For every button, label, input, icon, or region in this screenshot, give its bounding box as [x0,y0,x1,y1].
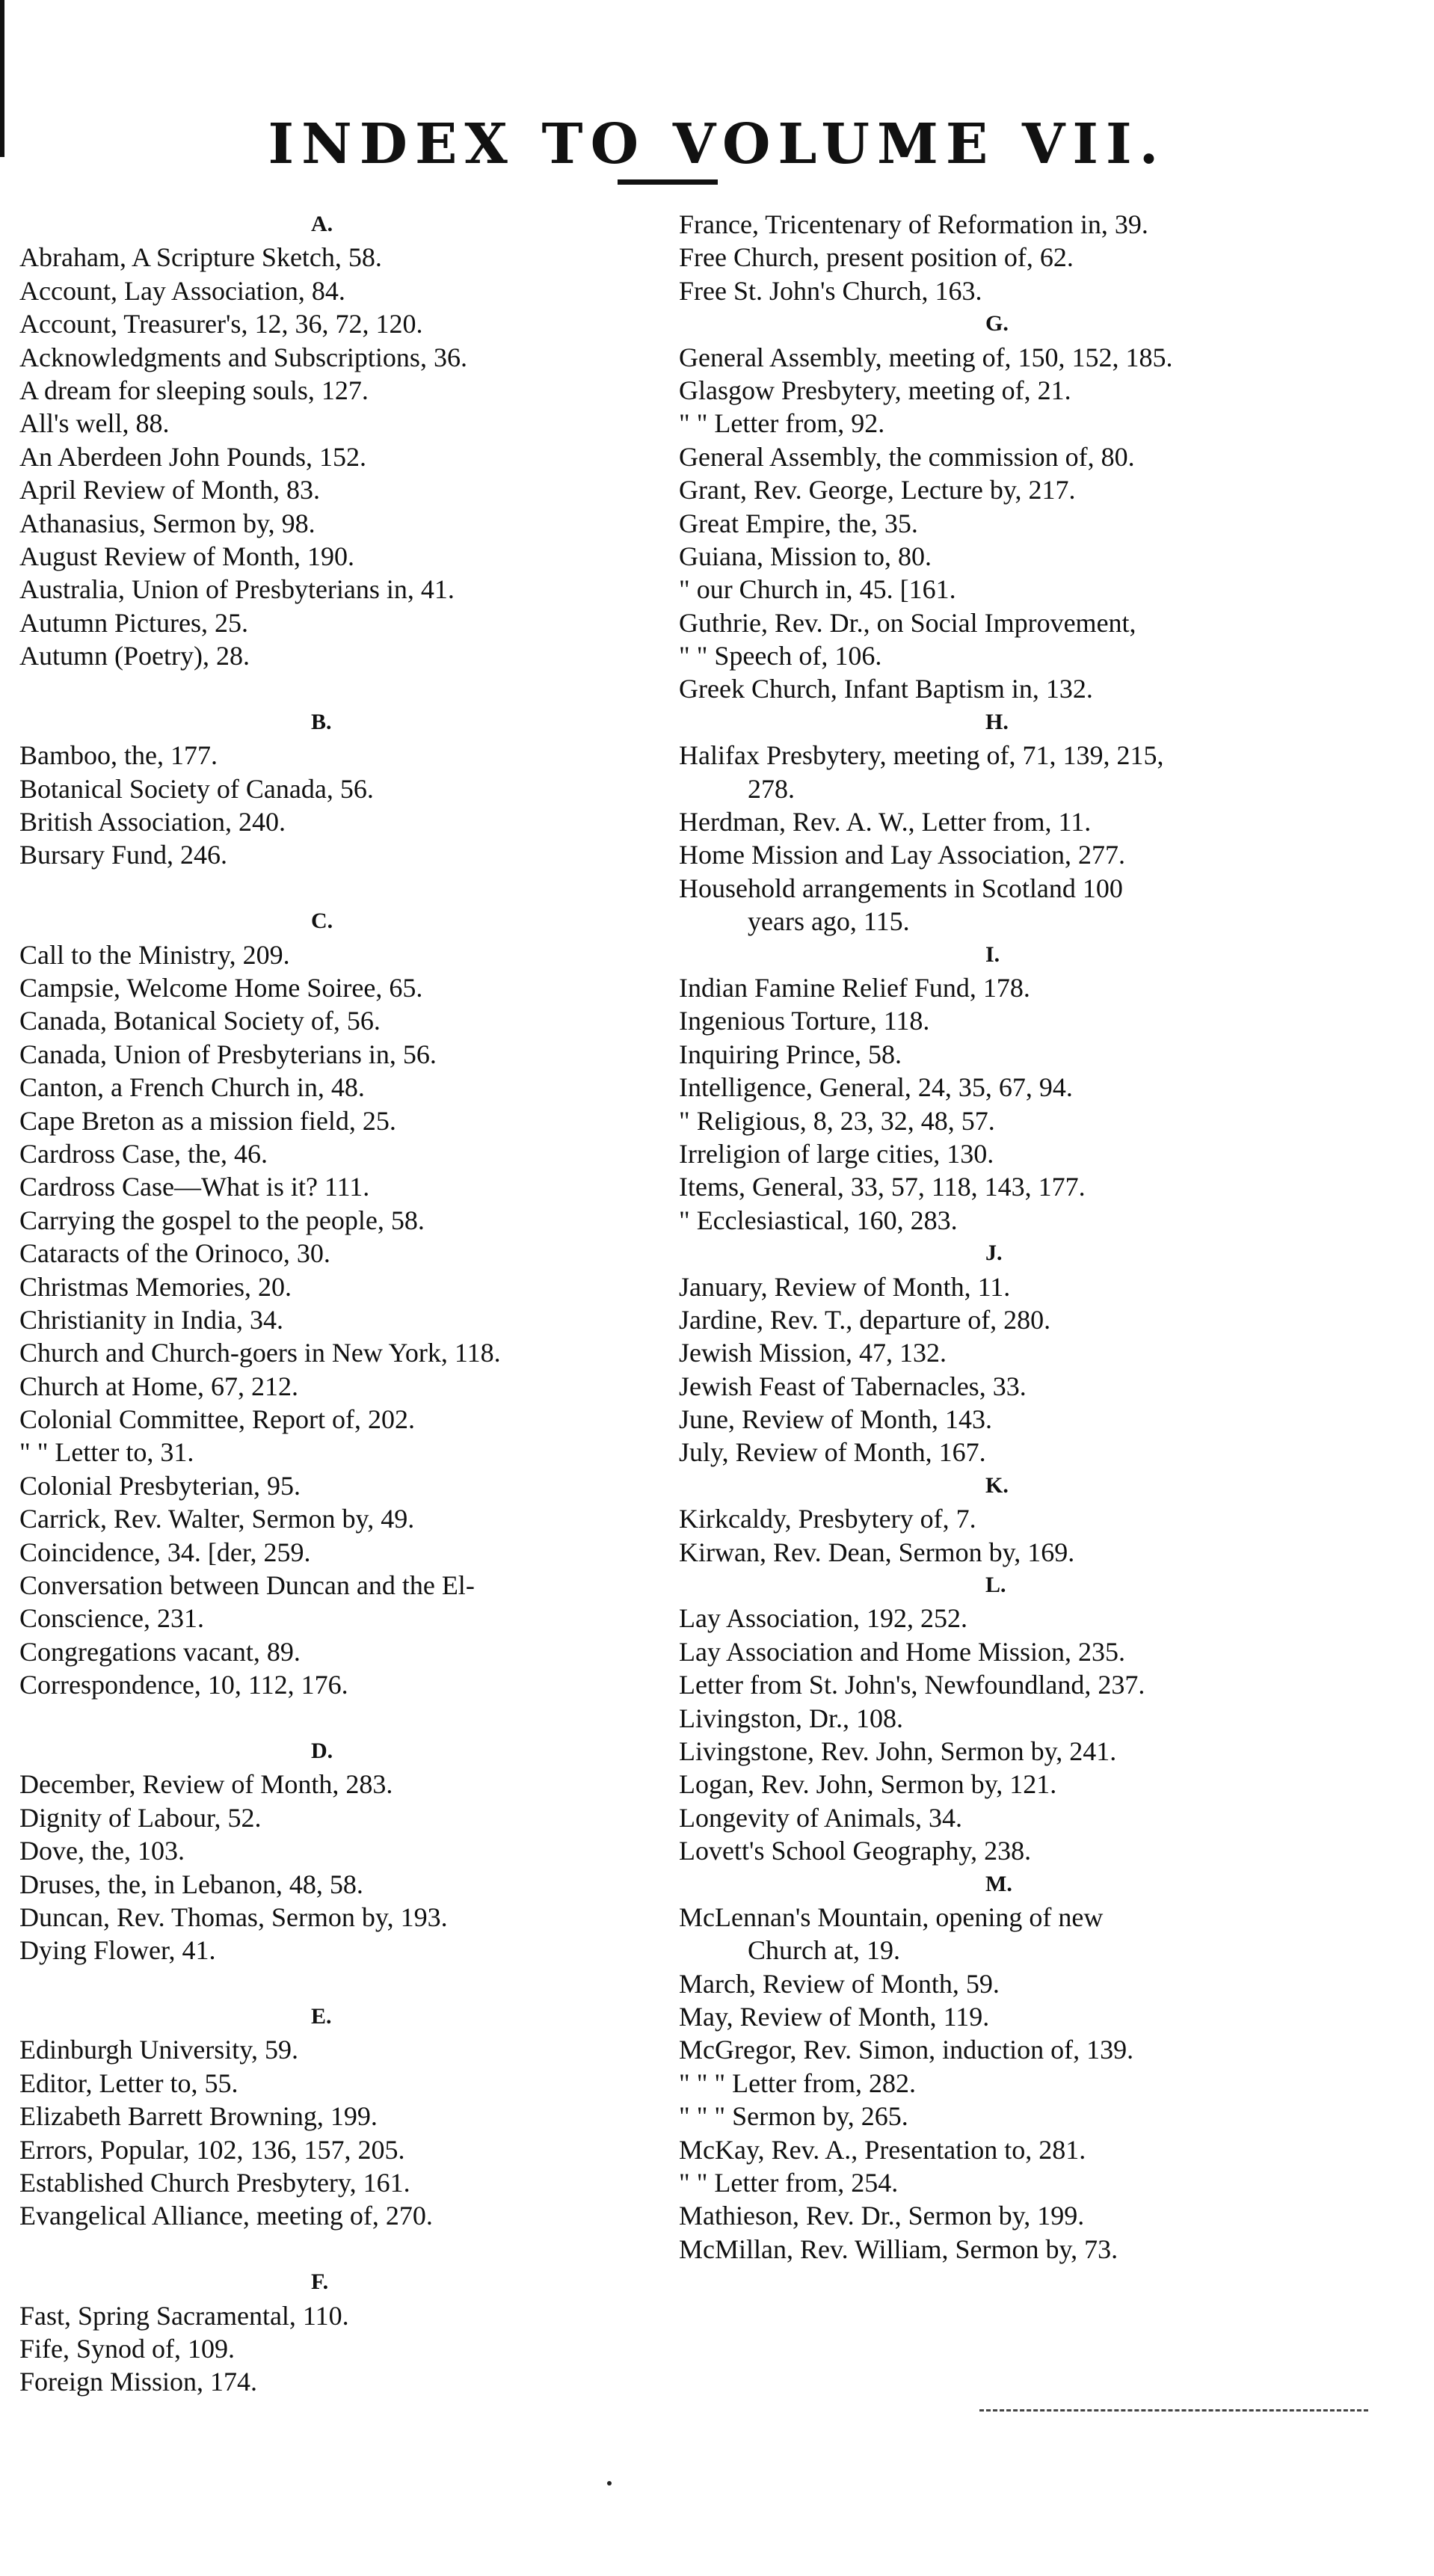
index-entry: Druses, the, in Lebanon, 48, 58. [19,1869,363,1899]
index-entry: December, Review of Month, 283. [19,1769,393,1800]
index-entry: Fife, Synod of, 109. [19,2334,235,2364]
index-entry: " " Letter from, 254. [679,2168,899,2198]
index-entry: Intelligence, General, 24, 35, 67, 94. [679,1072,1073,1103]
section-letter-heading: M. [985,1871,1012,1896]
index-entry: " our Church in, 45. [161. [679,574,956,605]
index-entry: July, Review of Month, 167. [679,1437,986,1468]
index-entry: Indian Famine Relief Fund, 178. [679,972,1030,1003]
index-entry: Carrick, Rev. Walter, Sermon by, 49. [19,1504,415,1534]
ink-speck [607,2481,612,2486]
page-title: INDEX TO VOLUME VII. [268,112,1166,176]
section-letter-heading: D. [311,1738,333,1763]
section-letter-heading: H. [985,709,1009,734]
index-entry: An Aberdeen John Pounds, 152. [19,441,366,472]
index-entry: Fast, Spring Sacramental, 110. [19,2300,349,2331]
index-entry: " " Letter to, 31. [19,1437,194,1468]
section-letter-heading: F. [311,2269,329,2295]
index-entry: Free Church, present position of, 62. [679,242,1074,273]
index-entry: " " " Sermon by, 265. [679,2101,908,2132]
section-letter-heading: B. [311,709,332,734]
index-entry: May, Review of Month, 119. [679,2002,990,2032]
index-entry: Glasgow Presbytery, meeting of, 21. [679,375,1071,405]
title-underline [618,179,718,185]
section-spacer [19,872,670,905]
index-entry: Editor, Letter to, 55. [19,2068,239,2098]
index-entry: " " Letter from, 92. [679,408,885,439]
section-letter-heading: A. [311,212,333,236]
index-entry: Call to the Ministry, 209. [19,939,290,970]
index-entry: Dove, the, 103. [19,1836,185,1866]
index-entry: Lay Association, 192, 252. [679,1603,967,1634]
index-entry: France, Tricentenary of Reformation in, 39. [679,209,1148,239]
index-entry: A dream for sleeping souls, 127. [19,375,369,405]
index-entry: Foreign Mission, 174. [19,2367,258,2397]
section-letter-heading: C. [311,909,333,934]
index-entry: Colonial Committee, Report of, 202. [19,1404,415,1435]
index-entry: Guthrie, Rev. Dr., on Social Improvement, [679,607,1136,638]
index-entry: Canada, Botanical Society of, 56. [19,1006,381,1036]
index-entry: Dignity of Labour, 52. [19,1802,262,1833]
index-entry: McKay, Rev. A., Presentation to, 281. [679,2134,1086,2165]
section-spacer [19,672,670,705]
index-entry: General Assembly, meeting of, 150, 152, 185. [679,342,1173,372]
index-entry: Autumn (Poetry), 28. [19,641,250,671]
index-entry: Kirwan, Rev. Dean, Sermon by, 169. [679,1537,1075,1567]
index-entry: Lay Association and Home Mission, 235. [679,1636,1125,1667]
index-entry: Dying Flower, 41. [19,1935,216,1966]
section-letter-heading: K. [985,1472,1009,1498]
index-entry: August Review of Month, 190. [19,541,354,571]
index-entry: Cataracts of the Orinoco, 30. [19,1238,330,1269]
index-entry: Ingenious Torture, 118. [679,1006,930,1036]
index-entry: Congregations vacant, 89. [19,1636,301,1667]
section-spacer [19,2233,670,2266]
index-column-left [19,208,670,2399]
index-entry: Conversation between Duncan and the El- [19,1570,475,1601]
index-entry: General Assembly, the commission of, 80. [679,441,1135,472]
index-entry: " Ecclesiastical, 160, 283. [679,1205,958,1235]
index-entry: Irreligion of large cities, 130. [679,1138,994,1169]
index-entry: Halifax Presbytery, meeting of, 71, 139, 215, [679,740,1164,771]
index-entry: January, Review of Month, 11. [679,1271,1011,1302]
index-entry: Lovett's School Geography, 238. [679,1836,1032,1866]
index-entry: British Association, 240. [19,807,286,837]
index-entry: " Religious, 8, 23, 32, 48, 57. [679,1105,995,1136]
section-letter-heading: L. [985,1573,1006,1598]
index-entry: Jewish Feast of Tabernacles, 33. [679,1371,1027,1401]
index-entry: McMillan, Rev. William, Sermon by, 73. [679,2234,1118,2264]
index-entry: Established Church Presbytery, 161. [19,2168,410,2198]
index-entry: Bursary Fund, 246. [19,840,227,870]
index-entry: Edinburgh University, 59. [19,2035,298,2065]
section-letter-heading: I. [985,941,1000,967]
index-entry: Carrying the gospel to the people, 58. [19,1205,425,1235]
index-entry: All's well, 88. [19,408,170,439]
index-entry: Account, Treasurer's, 12, 36, 72, 120. [19,309,423,339]
closing-dashed-rule [979,2409,1368,2411]
index-entry: Cardross Case, the, 46. [19,1138,268,1169]
index-entry: Athanasius, Sermon by, 98. [19,508,316,538]
index-entry: Guiana, Mission to, 80. [679,541,932,571]
index-entry: Elizabeth Barrett Browning, 199. [19,2101,378,2132]
index-entry: Errors, Popular, 102, 136, 157, 205. [19,2134,405,2165]
index-entry: Colonial Presbyterian, 95. [19,1470,301,1501]
index-entry: Autumn Pictures, 25. [19,607,248,638]
index-entry: Home Mission and Lay Association, 277. [679,840,1125,870]
index-entry: Longevity of Animals, 34. [679,1802,962,1833]
index-entry: Logan, Rev. John, Sermon by, 121. [679,1769,1057,1800]
index-entry: Herdman, Rev. A. W., Letter from, 11. [679,807,1092,837]
index-entry: Evangelical Alliance, meeting of, 270. [19,2201,433,2231]
index-entry-continuation: years ago, 115. [748,906,910,937]
index-entry: Christianity in India, 34. [19,1304,283,1335]
index-column-right [679,208,1427,2266]
index-entry: Duncan, Rev. Thomas, Sermon by, 193. [19,1902,448,1932]
index-entry: Conscience, 231. [19,1603,204,1634]
section-letter-heading: E. [311,2004,332,2029]
index-entry: Botanical Society of Canada, 56. [19,773,374,804]
index-entry: Great Empire, the, 35. [679,508,918,538]
index-entry: Church at Home, 67, 212. [19,1371,298,1401]
section-letter-heading: G. [985,311,1009,336]
index-entry-continuation: Church at, 19. [748,1935,900,1966]
index-entry: Acknowledgments and Subscriptions, 36. [19,342,467,372]
section-spacer [19,1702,670,1735]
index-entry: Jardine, Rev. T., departure of, 280. [679,1304,1051,1335]
index-entry: Australia, Union of Presbyterians in, 41. [19,574,455,605]
index-entry: Christmas Memories, 20. [19,1271,292,1302]
index-entry: Kirkcaldy, Presbytery of, 7. [679,1504,976,1534]
index-entry: Account, Lay Association, 84. [19,275,345,306]
index-entry: Grant, Rev. George, Lecture by, 217. [679,475,1076,505]
index-entry: " " " Letter from, 282. [679,2068,917,2098]
index-entry: Household arrangements in Scotland 100 [679,873,1123,903]
index-entry: McGregor, Rev. Simon, induction of, 139. [679,2035,1134,2065]
index-entry: March, Review of Month, 59. [679,1968,1000,1999]
index-entry-continuation: 278. [748,773,795,804]
index-entry: Abraham, A Scripture Sketch, 58. [19,242,382,273]
index-entry: Canada, Union of Presbyterians in, 56. [19,1039,437,1069]
index-entry: June, Review of Month, 143. [679,1404,992,1435]
index-entry: Livingstone, Rev. John, Sermon by, 241. [679,1736,1117,1766]
index-entry: Livingston, Dr., 108. [679,1703,904,1733]
index-entry: Free St. John's Church, 163. [679,275,982,306]
index-entry: " " Speech of, 106. [679,641,882,671]
index-entry: Canton, a French Church in, 48. [19,1072,365,1103]
index-entry: Mathieson, Rev. Dr., Sermon by, 199. [679,2201,1085,2231]
section-letter-heading: J. [985,1241,1003,1266]
index-entry: April Review of Month, 83. [19,475,320,505]
index-entry: Campsie, Welcome Home Soiree, 65. [19,972,423,1003]
section-spacer [19,1967,670,2000]
index-entry: Cardross Case—What is it? 111. [19,1172,370,1202]
index-entry: Cape Breton as a mission field, 25. [19,1105,396,1136]
index-entry: Letter from St. John's, Newfoundland, 237. [679,1670,1145,1700]
index-entry: Inquiring Prince, 58. [679,1039,902,1069]
index-entry: Coincidence, 34. [der, 259. [19,1537,311,1567]
index-entry: Church and Church-goers in New York, 118. [19,1338,501,1368]
index-entry: Items, General, 33, 57, 118, 143, 177. [679,1172,1086,1202]
index-entry: Greek Church, Infant Baptism in, 132. [679,674,1093,704]
index-entry: Correspondence, 10, 112, 176. [19,1670,348,1700]
index-entry: Bamboo, the, 177. [19,740,218,771]
index-entry: Jewish Mission, 47, 132. [679,1338,947,1368]
index-entry: McLennan's Mountain, opening of new [679,1902,1104,1932]
